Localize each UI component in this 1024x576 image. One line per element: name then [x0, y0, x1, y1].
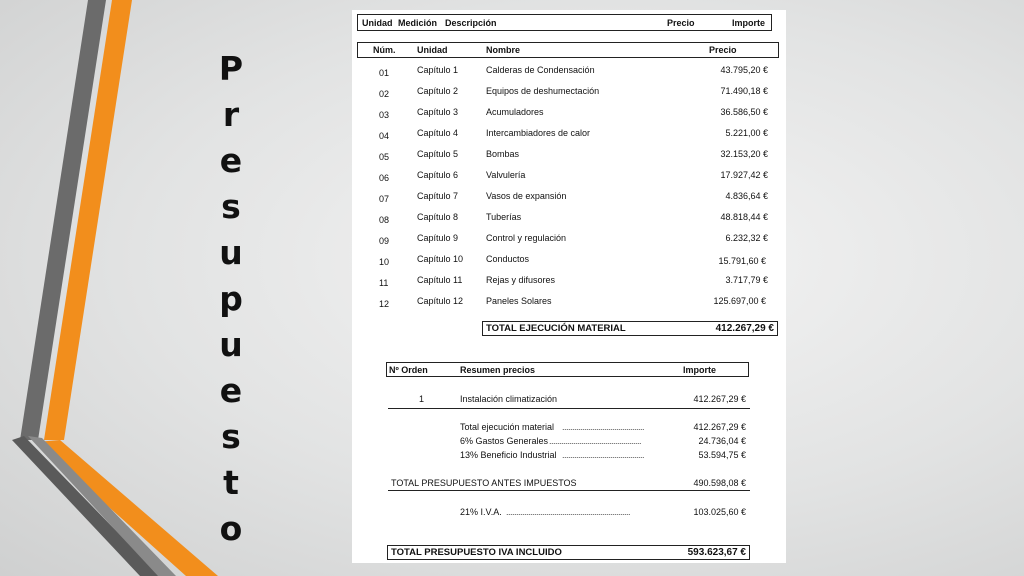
beneficio-value: 53.594,75 €	[698, 450, 746, 460]
chapter-unidad: Capítulo 10	[417, 254, 464, 264]
header-descripcion: Descripción	[445, 18, 497, 28]
chapter-unidad: Capítulo 8	[417, 212, 459, 222]
chapter-row	[352, 233, 786, 247]
chapter-precio: 36.586,50 €	[720, 107, 768, 117]
chapter-precio: 125.697,00 €	[713, 296, 766, 306]
title-letter: s	[221, 417, 241, 456]
chapter-precio: 32.153,20 €	[720, 149, 768, 159]
summary-item-value: 412.267,29 €	[693, 394, 746, 404]
chapters-header-precio: Precio	[709, 45, 737, 55]
mid-stripe-bottom	[28, 436, 176, 576]
title-letter: e	[219, 371, 243, 410]
beneficio-label: 13% Beneficio Industrial	[460, 450, 557, 460]
chapter-num: 08	[379, 215, 390, 225]
budget-sheet	[352, 10, 786, 563]
summary-header-resumen: Resumen precios	[460, 365, 536, 375]
gray-stripe-bottom	[12, 436, 160, 576]
title-letter: p	[219, 279, 243, 318]
chapter-nombre: Rejas y difusores	[486, 275, 556, 285]
chapter-unidad: Capítulo 3	[417, 107, 459, 117]
title-letter: P	[218, 49, 244, 88]
title-letter: t	[223, 463, 239, 502]
chapter-nombre: Bombas	[486, 149, 520, 159]
chapter-num: 02	[379, 89, 390, 99]
chapter-num: 12	[379, 299, 390, 309]
total-iva-label: TOTAL PRESUPUESTO IVA INCLUIDO	[391, 547, 562, 558]
title-letter: s	[221, 187, 241, 226]
chapter-nombre: Acumuladores	[486, 107, 544, 117]
chapter-num: 10	[379, 257, 390, 267]
header-medicion: Medición	[398, 18, 438, 28]
total-material-value: 412.267,29 €	[715, 323, 774, 334]
title-letter: u	[219, 325, 243, 364]
chapter-row	[352, 254, 786, 268]
summary-item-orden: 1	[419, 394, 425, 404]
leader-dots: ..............................................	[549, 436, 642, 446]
chapter-row	[352, 191, 786, 205]
title-letter: r	[222, 95, 240, 134]
chapter-unidad: Capítulo 4	[417, 128, 459, 138]
chapter-unidad: Capítulo 6	[417, 170, 459, 180]
chapter-precio: 4.836,64 €	[725, 191, 768, 201]
leader-dots: .........................................	[562, 422, 645, 432]
leader-dots: ..............................................................	[506, 507, 631, 517]
chapter-unidad: Capítulo 7	[417, 191, 459, 201]
iva-value: 103.025,60 €	[693, 507, 746, 517]
header-precio: Precio	[667, 18, 695, 28]
chapter-unidad: Capítulo 12	[417, 296, 464, 306]
chapter-num: 01	[379, 68, 390, 78]
chapter-precio: 17.927,42 €	[720, 170, 768, 180]
gastos-value: 24.736,04 €	[698, 436, 746, 446]
chapter-precio: 15.791,60 €	[718, 256, 766, 266]
chapter-precio: 43.795,20 €	[720, 65, 768, 75]
chapter-num: 11	[379, 278, 389, 288]
gastos-label: 6% Gastos Generales	[460, 436, 549, 446]
chapter-nombre: Intercambiadores de calor	[486, 128, 591, 138]
summary-header-importe: Importe	[683, 365, 717, 375]
chapter-row	[352, 107, 786, 121]
summary-header-orden: Nº Orden	[389, 365, 428, 375]
leader-dots: .........................................	[562, 450, 645, 460]
chapter-unidad: Capítulo 2	[417, 86, 459, 96]
chapter-num: 05	[379, 152, 390, 162]
chapter-nombre: Paneles Solares	[486, 296, 552, 306]
antes-impuestos-divider	[388, 490, 750, 491]
chapter-unidad: Capítulo 1	[417, 65, 459, 75]
chapter-nombre: Equipos de deshumectación	[486, 86, 600, 96]
chapter-row	[352, 65, 786, 79]
chapter-num: 07	[379, 194, 390, 204]
decorative-stripes	[0, 0, 243, 576]
chapter-row	[352, 296, 786, 310]
chapter-unidad: Capítulo 5	[417, 149, 459, 159]
chapter-unidad: Capítulo 11	[417, 275, 463, 285]
chapter-precio: 5.221,00 €	[725, 128, 768, 138]
header-unidad: Unidad	[362, 18, 393, 28]
chapter-nombre: Valvulería	[486, 170, 526, 180]
chapter-nombre: Tuberías	[486, 212, 522, 222]
iva-label: 21% I.V.A.	[460, 507, 502, 517]
chapter-precio: 71.490,18 €	[720, 86, 768, 96]
chapter-nombre: Conductos	[486, 254, 530, 264]
antes-impuestos-label: TOTAL PRESUPUESTO ANTES IMPUESTOS	[391, 478, 577, 488]
chapter-row	[352, 149, 786, 163]
chapter-precio: 48.818,44 €	[720, 212, 768, 222]
title-letter: o	[219, 509, 243, 548]
total-iva-value: 593.623,67 €	[687, 547, 746, 558]
slide-title-vertical	[206, 46, 256, 552]
antes-impuestos-value: 490.598,08 €	[693, 478, 746, 488]
chapter-num: 03	[379, 110, 390, 120]
total-material-label: TOTAL EJECUCIÓN MATERIAL	[486, 323, 626, 334]
chapter-nombre: Calderas de Condensación	[486, 65, 595, 75]
title-letter: u	[219, 233, 243, 272]
chapter-row	[352, 128, 786, 142]
header-importe: Importe	[732, 18, 766, 28]
chapters-header-num: Núm.	[373, 45, 396, 55]
chapter-unidad: Capítulo 9	[417, 233, 459, 243]
title-letter: e	[219, 141, 243, 180]
chapter-nombre: Vasos de expansión	[486, 191, 567, 201]
chapters-header-unidad: Unidad	[417, 45, 448, 55]
chapter-row	[352, 275, 786, 289]
chapter-precio: 3.717,79 €	[725, 275, 768, 285]
chapter-num: 06	[379, 173, 390, 183]
chapter-row	[352, 86, 786, 100]
chapter-row	[352, 212, 786, 226]
chapter-row	[352, 170, 786, 184]
chapter-num: 09	[379, 236, 390, 246]
summary-divider	[388, 408, 750, 409]
chapters-header-nombre: Nombre	[486, 45, 521, 55]
chapter-num: 04	[379, 131, 390, 141]
chapter-nombre: Control y regulación	[486, 233, 567, 243]
summary-item-label: Instalación climatización	[460, 394, 558, 404]
ejecucion-label: Total ejecución material	[460, 422, 555, 432]
ejecucion-value: 412.267,29 €	[693, 422, 746, 432]
chapter-precio: 6.232,32 €	[725, 233, 768, 243]
